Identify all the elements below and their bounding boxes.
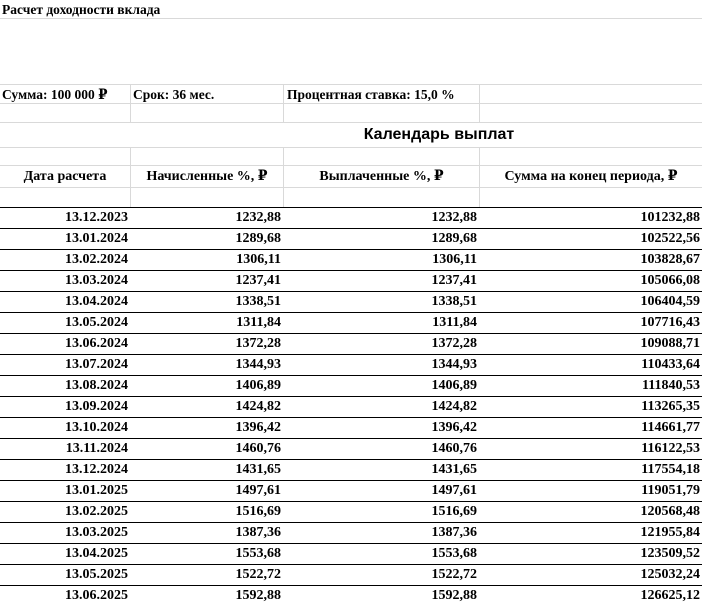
table-row (0, 312, 702, 333)
accrued-cell: 1396,42 (235, 420, 281, 435)
table-row (0, 228, 702, 249)
calendar-title: Календарь выплат (363, 126, 515, 143)
balance-cell: 120568,48 (640, 504, 700, 519)
date-cell: 13.06.2024 (65, 336, 128, 351)
paid-cell: 1406,89 (431, 378, 477, 393)
table-row (0, 207, 702, 228)
balance-cell: 111840,53 (642, 378, 700, 393)
table-row (0, 375, 702, 396)
gridline (0, 187, 702, 188)
balance-cell: 105066,08 (640, 273, 700, 288)
date-cell: 13.05.2025 (65, 567, 128, 582)
balance-cell: 116122,53 (641, 441, 700, 456)
paid-cell: 1592,88 (431, 588, 477, 603)
paid-cell: 1497,61 (431, 483, 477, 498)
accrued-cell: 1338,51 (235, 294, 281, 309)
date-cell: 13.05.2024 (65, 315, 128, 330)
column-header-date: Дата расчета (23, 169, 107, 184)
balance-cell: 107716,43 (640, 315, 700, 330)
balance-cell: 102522,56 (640, 231, 700, 246)
table-row (0, 480, 702, 501)
balance-cell: 114661,77 (641, 420, 700, 435)
gridline (0, 122, 702, 123)
date-cell: 13.02.2025 (65, 504, 128, 519)
accrued-cell: 1553,68 (235, 546, 281, 561)
gridline (0, 84, 702, 85)
gridline (283, 84, 284, 123)
accrued-cell: 1306,11 (236, 252, 281, 267)
paid-cell: 1372,28 (431, 336, 477, 351)
term-cell: Срок: 36 мес. (133, 87, 215, 102)
table-row (0, 333, 702, 354)
balance-cell: 121955,84 (640, 525, 700, 540)
date-cell: 13.11.2024 (65, 441, 128, 456)
table-row (0, 396, 702, 417)
paid-cell: 1522,72 (431, 567, 477, 582)
balance-cell: 109088,71 (640, 336, 700, 351)
table-row (0, 249, 702, 270)
paid-cell: 1338,51 (431, 294, 477, 309)
accrued-cell: 1431,65 (235, 462, 281, 477)
balance-cell: 123509,52 (640, 546, 700, 561)
accrued-cell: 1406,89 (235, 378, 281, 393)
date-cell: 13.07.2024 (65, 357, 128, 372)
accrued-cell: 1522,72 (235, 567, 281, 582)
date-cell: 13.12.2024 (65, 462, 128, 477)
balance-cell: 106404,59 (640, 294, 700, 309)
paid-cell: 1396,42 (431, 420, 477, 435)
table-row (0, 585, 702, 606)
column-header-paid: Выплаченные %, ₽ (319, 169, 444, 184)
accrued-cell: 1372,28 (235, 336, 281, 351)
date-cell: 13.12.2023 (65, 210, 128, 225)
balance-cell: 113265,35 (641, 399, 700, 414)
date-cell: 13.04.2024 (65, 294, 128, 309)
date-cell: 13.01.2025 (65, 483, 128, 498)
accrued-cell: 1460,76 (235, 441, 281, 456)
paid-cell: 1387,36 (431, 525, 477, 540)
table-row (0, 417, 702, 438)
paid-cell: 1289,68 (431, 231, 477, 246)
paid-cell: 1516,69 (431, 504, 477, 519)
gridline (0, 147, 702, 148)
gridline (0, 165, 702, 166)
accrued-cell: 1344,93 (235, 357, 281, 372)
date-cell: 13.03.2024 (65, 273, 128, 288)
balance-cell: 103828,67 (640, 252, 700, 267)
date-cell: 13.06.2025 (65, 588, 128, 603)
column-header-accrued: Начисленные %, ₽ (146, 169, 268, 184)
accrued-cell: 1237,41 (235, 273, 281, 288)
table-row (0, 270, 702, 291)
paid-cell: 1460,76 (431, 441, 477, 456)
gridline (479, 84, 480, 123)
paid-cell: 1237,41 (431, 273, 477, 288)
balance-cell: 126625,12 (640, 588, 700, 603)
accrued-cell: 1387,36 (235, 525, 281, 540)
table-row (0, 522, 702, 543)
date-cell: 13.10.2024 (65, 420, 128, 435)
table-row (0, 438, 702, 459)
table-row (0, 459, 702, 480)
table-row (0, 501, 702, 522)
table-row (0, 354, 702, 375)
rate-cell: Процентная ставка: 15,0 % (287, 87, 455, 102)
accrued-cell: 1232,88 (235, 210, 281, 225)
paid-cell: 1344,93 (431, 357, 477, 372)
balance-cell: 119051,79 (641, 483, 700, 498)
paid-cell: 1553,68 (431, 546, 477, 561)
table-row (0, 564, 702, 585)
accrued-cell: 1516,69 (235, 504, 281, 519)
table-row (0, 291, 702, 312)
date-cell: 13.04.2025 (65, 546, 128, 561)
date-cell: 13.03.2025 (65, 525, 128, 540)
paid-cell: 1306,11 (432, 252, 477, 267)
table-row (0, 543, 702, 564)
balance-cell: 125032,24 (640, 567, 700, 582)
accrued-cell: 1424,82 (235, 399, 281, 414)
payment-table (0, 207, 702, 606)
sheet-title: Расчет доходности вклада (2, 2, 161, 17)
accrued-cell: 1592,88 (235, 588, 281, 603)
paid-cell: 1431,65 (431, 462, 477, 477)
accrued-cell: 1311,84 (236, 315, 281, 330)
paid-cell: 1232,88 (431, 210, 477, 225)
gridline (130, 84, 131, 123)
paid-cell: 1424,82 (431, 399, 477, 414)
date-cell: 13.01.2024 (65, 231, 128, 246)
accrued-cell: 1289,68 (235, 231, 281, 246)
balance-cell: 117554,18 (641, 462, 700, 477)
date-cell: 13.08.2024 (65, 378, 128, 393)
amount-cell: Сумма: 100 000 ₽ (2, 87, 108, 102)
date-cell: 13.02.2024 (65, 252, 128, 267)
column-header-balance: Сумма на конец периода, ₽ (504, 169, 678, 184)
date-cell: 13.09.2024 (65, 399, 128, 414)
balance-cell: 101232,88 (640, 210, 700, 225)
balance-cell: 110433,64 (641, 357, 700, 372)
accrued-cell: 1497,61 (235, 483, 281, 498)
paid-cell: 1311,84 (432, 315, 477, 330)
